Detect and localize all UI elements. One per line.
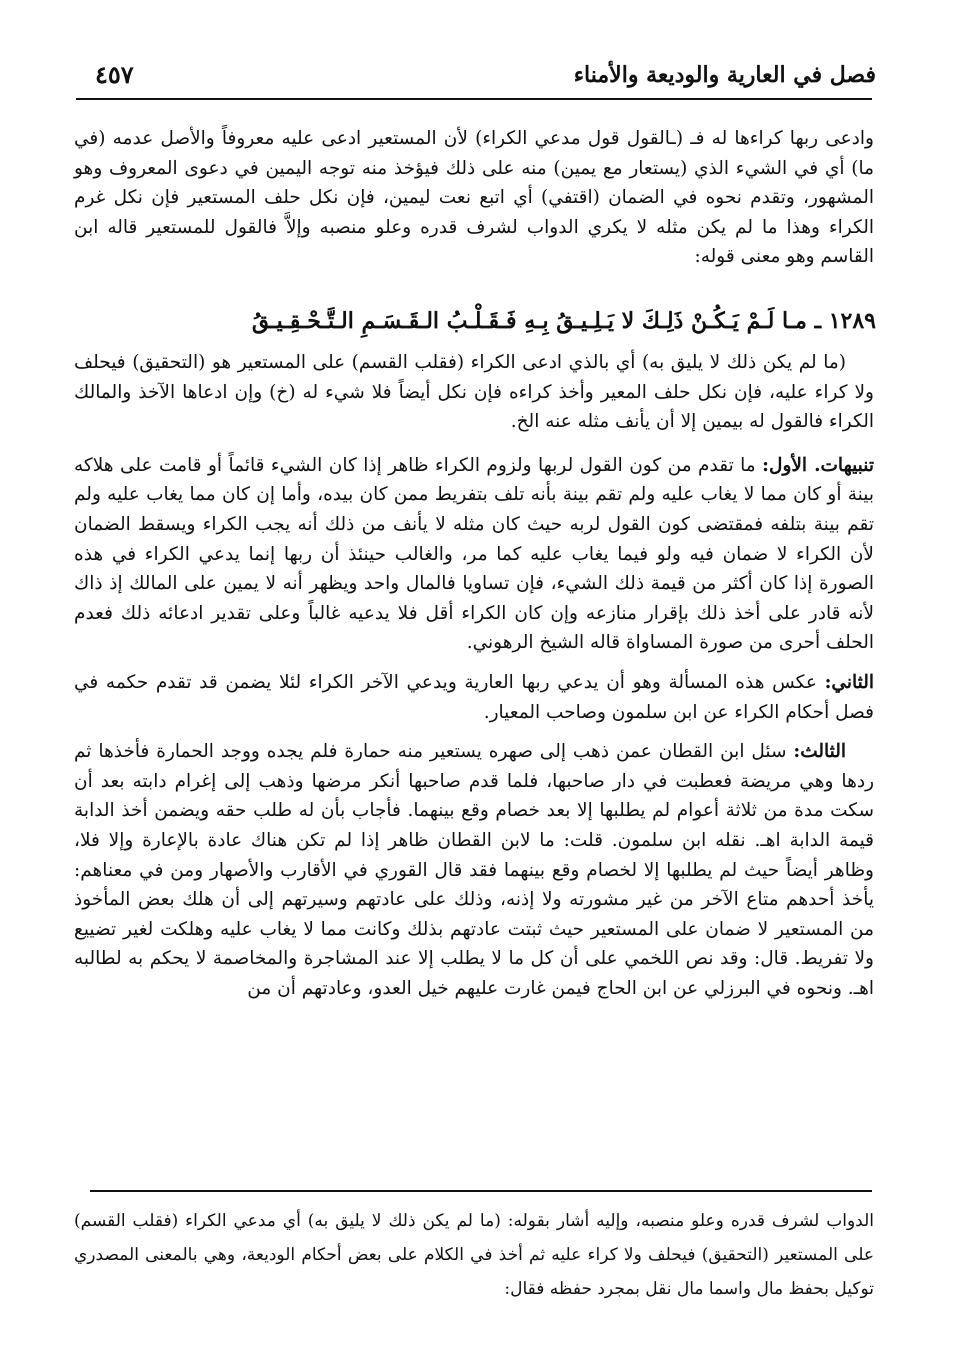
paragraph-2: (ما لم يكن ذلك لا يليق به) أي بالذي ادعى الكراء (فقلب القسم) على المستعير هو (التحقيق) فيحلف ولا كراء عليه، فإن نكل حلف المعير وأخذ كراءه فإن نكل أيضاً فلا شيء له (خ) وإن ادعاها الآخذ والمالك الكراء فالقول له بيمين إلا أن يأنف مثله عنه الخ. — [74, 352, 874, 433]
footnote — [74, 1204, 874, 1306]
paragraph-3 — [74, 451, 874, 658]
running-header-title: فصل في العارية والوديعة والأمناء — [573, 62, 876, 88]
paragraph-4-text: عكس هذه المسألة وهو أن يدعي ربها العارية ويدعي الآخر الكراء لئلا يضمن قد تقدم حكمه في فصل أحكام الكراء عن ابن سلمون وصاحب المعيار. — [74, 671, 874, 723]
main-text-block — [74, 124, 874, 308]
verse-line — [76, 308, 876, 334]
paragraph-5-text: سئل ابن القطان عمن ذهب إلى صهره يستعير منه حمارة فلم يجده ووجد الحمارة فأخذها ثم ردها وهي مريضة فعطبت في دار صاحبها، فلما قدم صاحبها أنكر مرضها وذهب إلى إغرام دابته بعد أن سكت مدة من ثلاثة أعوام لم يطلبها إلا بعد خصام وقع بينهما. فأجاب بأن له طلب حقه ويضمن أخذ الدابة قيمة الدابة اهـ. نقله ابن سلمون. قلت: ما لابن القطان ظاهر إذا لم تكن هناك عادة بالإعارة وإلا فلا، وظاهر أيضاً حيث لم يطلبها إلا لخصام وقع بينهما فقد قال القوري في الأقارب والأصهار ومن في معناهم: يأخذ أحدهم متاع الآخر من غير مشورته ولا إذنه، وذلك على عادتهم وسيرتهم إلى أن هلك بعض المأخوذ من المستعير لا ضمان على المستعير حيث ثبتت عادتهم بذلك وكانت مما لا يغاب عليه وهلكت لغير تضييع ولا تفريط. قال: وقد نص اللخمي على أن كل ما لا يطلب إلا عند المشاجرة والمخاصمة لا يحكم به لطالبه اهـ. ونحوه في البرزلي عن ابن الحاج فيمن غارت عليهم خيل العدو، وعادتهم أن من — [74, 741, 874, 999]
paragraph-3-text: ما تقدم من كون القول لربها ولزوم الكراء ظاهر إذا كان الشيء قائماً أو قامت على هلاكه بينة أو كان مما لا يغاب عليه ولم تقم بينة بأنه تلف بتفريط ممن كان بيده، وأما إن كان مما يغاب عليه ولم تقم بينة بتلفه فمقتضى كون القول لربه حيث كان مثله لا يأنف من ذلك أنه يجب الكراء ويسقط الضمان لأن الكراء لا ضمان فيه ولو فيما يغاب عليه كما مر، والغالب حينئذ أن ربها إنما يدعي الكراء في هذه الصورة إذا كان أكثر من قيمة ذلك الشيء، فإن تساويا فالمال واحد ويظهر أنه لا يمين على المالك إذ ذاك لأنه قادر على أخذ ذلك بإقرار منازعه وإن كان الكراء أقل فلا يدعيه غالباً وعلى تقدير ادعائه ذلك فعدم الحلف أحرى من صورة المساواة قاله الشيخ الرهوني. — [74, 454, 874, 654]
footnote-text: الدواب لشرف قدره وعلو منصبه، وإليه أشار بقوله: (ما لم يكن ذلك لا يليق به) أي مدعي الكراء (فقلب القسم) على المستعير (التحقيق) فيحلف ولا كراء عليه ثم أخذ في الكلام على بعض أحكام الوديعة، وهي بالمعنى المصدري توكيل بحفظ مال واسما مال نقل بمجرد حفظه فقال: — [74, 1211, 874, 1299]
verse-text: ـ مـا لَـمْ يَـكُـنْ ذَلِـكَ لا يَـلِـيـقُ بِـهِ فَـقَـلْـبُ الـقَـسَـمِ الـتَّـحْـقِـيـقُ — [251, 308, 822, 334]
footnote-rule — [90, 1190, 872, 1192]
verse-number: ١٢٨٩ — [828, 308, 876, 334]
notes-heading: تنبيهات. الأول: — [762, 454, 874, 476]
paragraph-4 — [74, 668, 874, 727]
main-text-block-2 — [74, 348, 874, 1003]
paragraph-1: وادعى ربها كراءها له فـ (ـالقول قول مدعي الكراء) لأن المستعير ادعى عليه معروفاً والأصل عدمه (في ما) أي في الشيء الذي (يستعار مع يمين) منه على ذلك فيؤخذ منه توجه اليمين في دعوى المعروف وهو المشهور، وتقدم نحوه في الضمان (اقتفي) أي اتبع نعت ليمين، فإن نكل حلف المستعير فإن نكل غرم الكراء وهذا ما لم يكن مثله لا يكري الدواب لشرف قدره وعلو منصبه وإلاَّ فالقول للمستعير قاله ابن القاسم وهو معنى قوله: — [74, 128, 874, 268]
page-number: ٤٥٧ — [95, 60, 134, 89]
header-rule — [76, 98, 872, 100]
paragraph-5 — [74, 737, 874, 1003]
third-heading: الثالث: — [793, 741, 846, 763]
second-heading: الثاني: — [824, 671, 874, 693]
